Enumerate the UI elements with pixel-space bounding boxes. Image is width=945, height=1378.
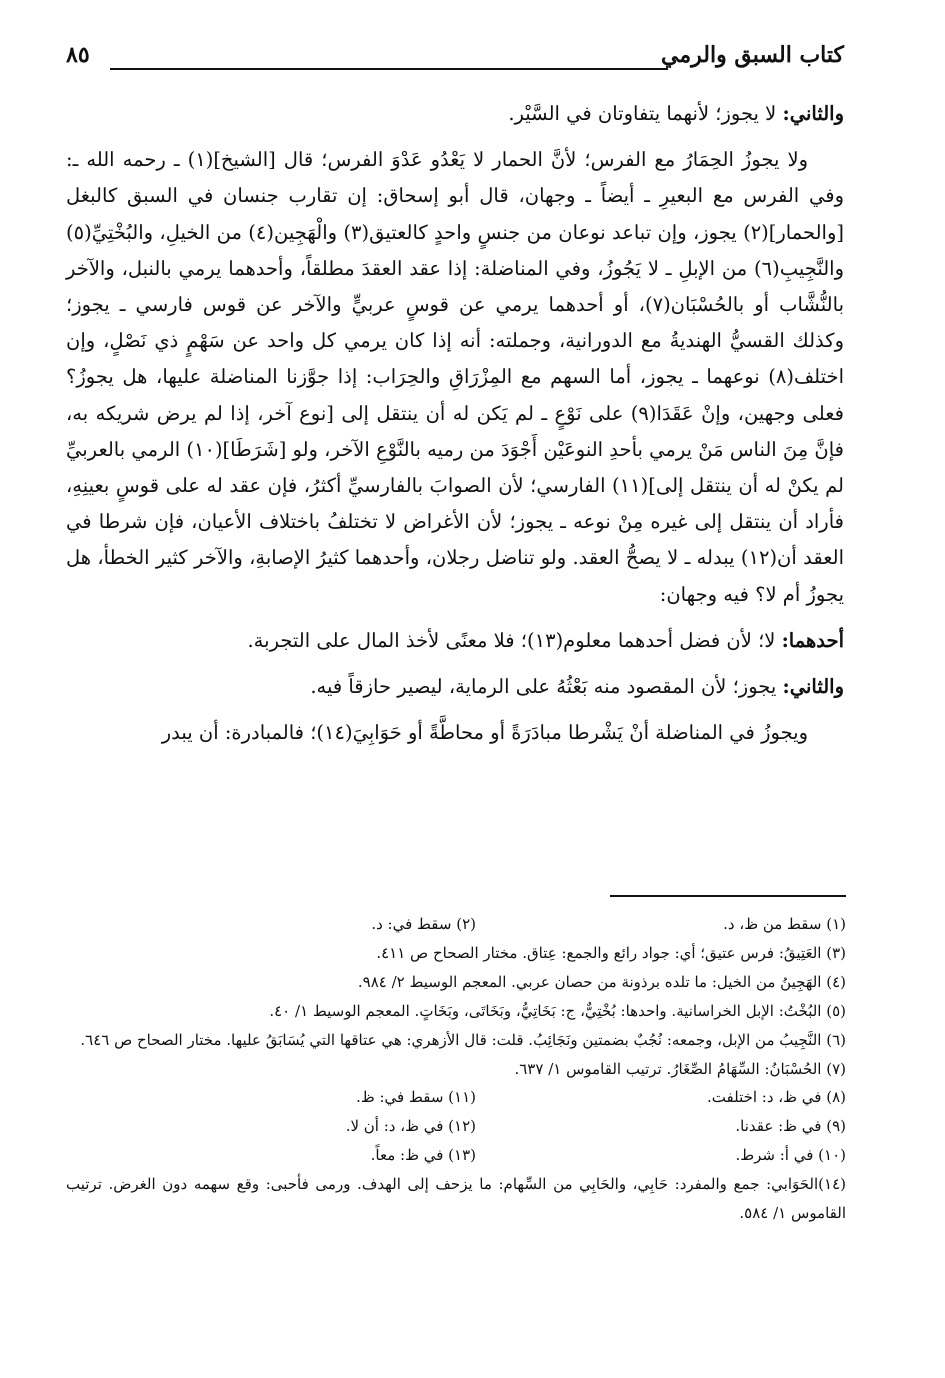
paragraph-4 [66,669,844,705]
footnote-11: (١١) سقط في: ظ. [356,1088,476,1107]
footnote-row [66,1083,846,1112]
footnote-5: (٥) البُخْتُ: الإبل الخراسانية. واحدها: بُخْتِيٌّ، ج: بَخَاتِيُّ، وبَخَاتَى، وبَخَاتٍ. المعجم الوسيط ١/ ٤٠. [269,1001,846,1020]
footnote-4: (٤) الهَجِينُ من الخيل: ما تلده برذونة من حصان عربي. المعجم الوسيط ٢/ ٩٨٤. [357,972,846,991]
paragraph-3 [66,623,844,659]
main-text [66,96,844,751]
running-title: كتاب السبق والرمي [661,42,844,68]
paragraph-2: ولا يجوزُ الحِمَارُ مع الفرس؛ لأنَّ الحمار لا يَعْدُو عَدْوَ الفرس؛ قال [الشيخ](١) ـ رحمه الله ـ: وفي الفرس مع البعيرِ ـ أيضاً ـ وجهان، قال أبو إسحاق: إن تقارب جنسان في السبق كالبغل [والحمار](٢) يجوز، وإن تباعد نوعان من جنسٍ واحدٍ كالعتيق(٣) والْهَجِين(٤) من الخيلِ، والبُخْتِيِّ(٥) والنَّجِيبِ(٦) من الإبلِ ـ لا يَجُوزُ، وفي المناضلة: إذا عقد العقدَ مطلقاً، وأحدهما يرمي بالنبل، والآخر بالنُّشَّاب أو بالحُسْبَان(٧)، أو أحدهما يرمي عن قوسٍ عربيٍّ والآخر عن قوس فارسي ـ يجوز؛ وكذلك القسيُّ الهنديةُ مع الدورانية، وجملته: أنه إذا كان يرمي كل واحد عن سَهْمٍ ذي نَصْلٍ، وإن اختلف(٨) نوعهما ـ يجوز، أما السهم مع المِزْرَاقِ والحِرَاب: إذا جوَّزنا المناضلة عليها، هل يجوزُ؟ فعلى وجهين، وإنْ عَقَدَا(٩) على نَوْعٍ ـ لم يَكن له أن ينتقل إلى [نوع آخر، إذا لم يرض شريكه به، فإنَّ مِنَ الناس مَنْ يرمي بأحدِ النوعَيْن أَجْوَدَ من رميه بالنَّوْعِ الآخر، ولو [شَرَطَا](١٠) الرمي بالعربيِّ لم يكنْ له أن ينتقل إلى](١١) الفارسي؛ لأن الصوابَ بالفارسيِّ أكثرُ، فإن عقد له على قوسٍ بعينِهِ، فأراد أن ينتقل إلى غيره مِنْ نوعه ـ يجوز؛ لأن الأغراض لا تختلفُ باختلاف الأعيان، فإن شرطا في العقد أن(١٢) يبدله ـ لا يصحُّ العقد. ولو تناضل رجلان، وأحدهما كثيرُ الإصابةِ، والآخر كثير الخطأ، هل يجوزُ أم لا؟ فيه وجهان: [66,148,844,606]
footnote-2: (٢) سقط في: د. [371,915,476,933]
paragraph-3-text: لا؛ لأن فضل أحدهما معلوم(١٣)؛ فلا معنًى لأخذ المال على التجربة. [247,628,782,652]
paragraph-4-text: يجوز؛ لأن المقصود منه بَعْثُهُ على الرماية، ليصير حازقاً فيه. [310,675,783,699]
footnote-row [66,1141,846,1170]
paragraph-1-text: لا يجوز؛ لأنهما يتفاوتان في السَّيْر. [508,102,783,125]
footnotes [66,910,846,1228]
footnote-7: (٧) الحُسْبَانُ: السِّهَامُ الصِّغَارُ. ترتيب القاموس ١/ ٦٣٧. [514,1059,846,1078]
paragraph-1 [66,96,844,132]
footnote-row [66,910,846,939]
footnote-1: (١) سقط من ظ، د. [723,915,846,933]
paragraph-5: ويجوزُ في المناضلة أنْ يَشْرطا مبادَرَةً أو محاطَّةً أو حَوَابِيَ(١٤)؛ فالمبادرة: أن يبدر [161,721,808,745]
footnote-10: (١٠) في أ: شرط. [735,1146,846,1165]
page-number: ٨٥ [66,42,90,68]
footnote-13: (١٣) في ظ: معاً. [370,1146,476,1165]
footnote-8: (٨) في ظ، د: اختلفت. [707,1088,846,1107]
paragraph-4-lead: والثاني: [782,675,844,699]
paragraph-3-lead: أحدهما: [781,628,844,652]
footnote-14: (١٤)الحَوَابي: جمع والمفرد: حَابِي، والحَابِي من السِّهام: ما يزحف إلى الهدف. ورمى فأحبى: وقع سهمه دون الغرض. ترتيب القاموس ١/ ٥٨٤. [66,1175,846,1223]
footnote-separator [610,895,846,897]
footnote-12: (١٢) في ظ، د: أن لا. [345,1117,476,1136]
header-rule [110,68,668,70]
footnote-9: (٩) في ظ: عقدنا. [735,1117,846,1136]
page-header [66,40,844,86]
paragraph-1-lead: والثاني: [782,102,844,125]
footnote-6: (٦) النَّجِيبُ من الإبل، وجمعه: نُجُبٌ بضمتين ونَجَائِبُ. قلت: قال الأزهري: هي عتاقها التي يُسَابَقُ عليها. مختار الصحاح ص ٦٤٦. [80,1030,846,1049]
footnote-3: (٣) العَتِيقُ: فرس عتيق؛ أي: جواد رائع والجمع: عِتاق. مختار الصحاح ص ٤١١. [376,943,846,962]
footnote-row [66,1112,846,1141]
